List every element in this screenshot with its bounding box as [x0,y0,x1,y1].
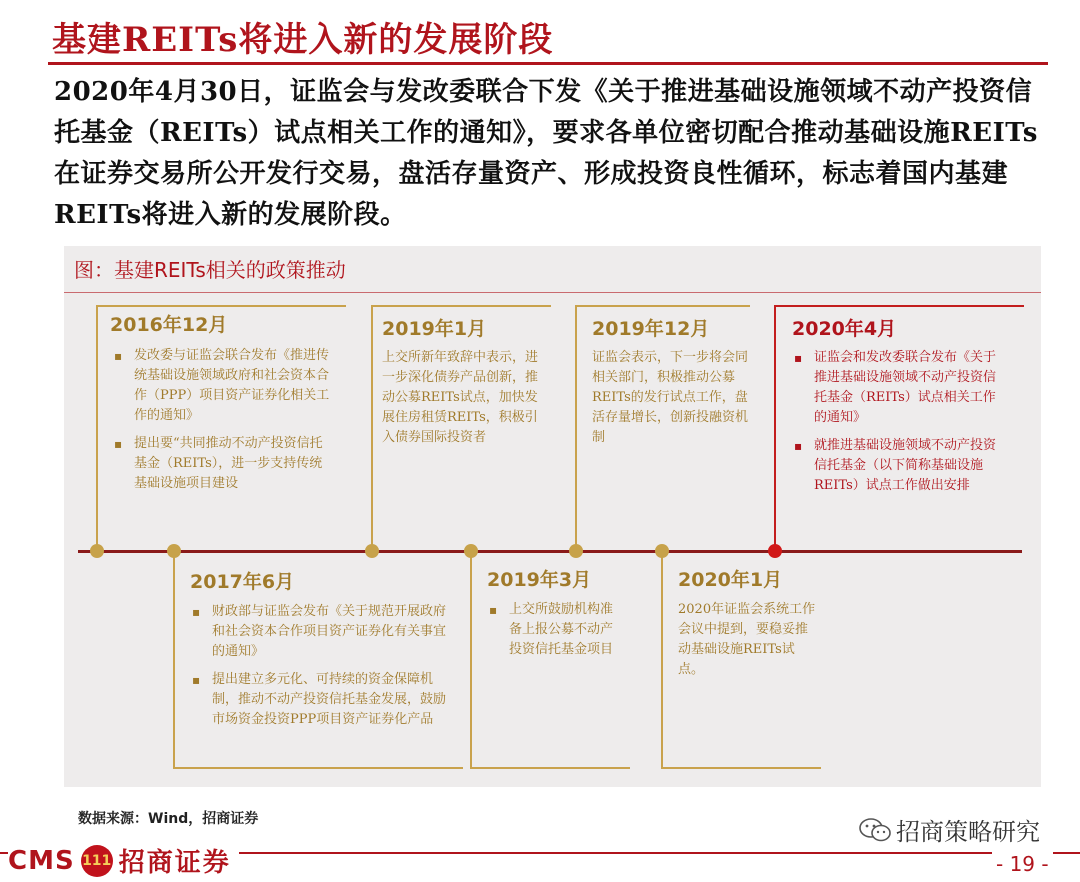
event-text-2020-04 [792,348,1007,504]
bullet-item: ▪ 提出建立多元化、可持续的资金保障机制，推动不动产投资信托基金发展，鼓励市场资金投资PPP项目资产证券化产品 [190,670,452,730]
connector-2020-01-bottom [661,767,821,769]
timeline-dot-2019-12 [569,544,583,558]
wechat-account-name: 招商策略研究 [896,818,1040,846]
connector-2020-01 [661,553,663,769]
connector-2017-06 [173,553,175,769]
logo-seal-icon: 111 [81,845,113,877]
bullet-item: ▪ 就推进基础设施领域不动产投资信托基金（以下简称基础设施REITs）试点工作做出安排 [792,436,1007,496]
timeline-dot-2020-04 [768,544,782,558]
timeline-dot-2019-01 [365,544,379,558]
event-date-2019-03: 2019年3月 [487,569,592,591]
bullet-item: ▪ 证监会和发改委联合发布《关于推进基础设施领域不动产投资信托基金（REITs）试点相关工作的通知》 [792,348,1007,428]
logo-text-en: CMS [8,845,75,876]
connector-2017-06-bottom [173,767,463,769]
event-text-2019-12: 证监会表示，下一步将会同相关部门，积极推动公募REITs的发行试点工作，盘活存量增长，创新投融资机制 [592,350,749,445]
event-date-2020-04: 2020年4月 [792,318,897,340]
figure-title: 图：基建REITs相关的政策推动 [74,258,346,282]
connector-2020-04-top [774,305,1024,307]
event-date-2019-12: 2019年12月 [592,318,710,340]
event-text-2017-06 [190,602,452,738]
connector-2019-01 [371,305,373,550]
connector-2020-04 [774,305,776,550]
event-text-2020-01: 2020年证监会系统工作会议中提到，要稳妥推动基础设施REITs试点。 [678,602,816,677]
connector-2019-01-top [371,305,551,307]
figure-title-rule [64,292,1041,293]
connector-2019-03-bottom [470,767,630,769]
bullet-item: ▪ 提出要“共同推动不动产投资信托基金（REITs），进一步支持传统基础设施项目建设 [112,434,332,494]
title-underline [48,62,1048,65]
event-date-2020-01: 2020年1月 [678,569,783,591]
timeline-dot-2016-12 [90,544,104,558]
event-text-2019-01: 上交所新年致辞中表示，进一步深化债券产品创新，推动公募REITs试点，加快发展住房租赁REITs，积极引入债券国际投资者 [382,350,539,445]
intro-paragraph: 2020年4月30日，证监会与发改委联合下发《关于推进基础设施领域不动产投资信托基金（REITs）试点相关工作的通知》，要求各单位密切配合推动基础设施REITs在证券交易所公开发行交易，盘活存量资产、形成投资良性循环，标志着国内基建REITs将进入新的发展阶段。 [54,77,1038,230]
connector-2019-12-top [575,305,750,307]
timeline-dot-2017-06 [167,544,181,558]
slide-title: 基建REITs将进入新的发展阶段 [52,20,554,60]
connector-2019-12 [575,305,577,550]
bullet-item: ▪ 财政部与证监会发布《关于规范开展政府和社会资本合作项目资产证券化有关事宜的通知》 [190,602,452,662]
timeline-dot-2019-03 [464,544,478,558]
timeline-axis [78,550,1022,553]
event-date-2016-12: 2016年12月 [110,314,228,336]
connector-2016-12-top [96,305,346,307]
bullet-item: ▪ 上交所鼓励机构准备上报公募不动产投资信托基金项目 [487,600,622,660]
page-number: - 19 - [992,852,1053,876]
cms-logo [8,842,239,879]
bullet-item: ▪ 发改委与证监会联合发布《推进传统基础设施领域政府和社会资本合作（PPP）项目资产证券化相关工作的通知》 [112,346,332,426]
event-date-2019-01: 2019年1月 [382,318,487,340]
event-text-2016-12 [112,346,332,502]
wechat-icon [858,817,892,843]
connector-2016-12 [96,305,98,550]
data-source-note: 数据来源：Wind，招商证券 [78,811,259,827]
timeline-dot-2020-01 [655,544,669,558]
connector-2019-03 [470,553,472,769]
event-date-2017-06: 2017年6月 [190,571,295,593]
wechat-account [858,812,1040,847]
logo-text-cn: 招商证券 [118,848,231,878]
event-text-2019-03 [487,600,622,668]
